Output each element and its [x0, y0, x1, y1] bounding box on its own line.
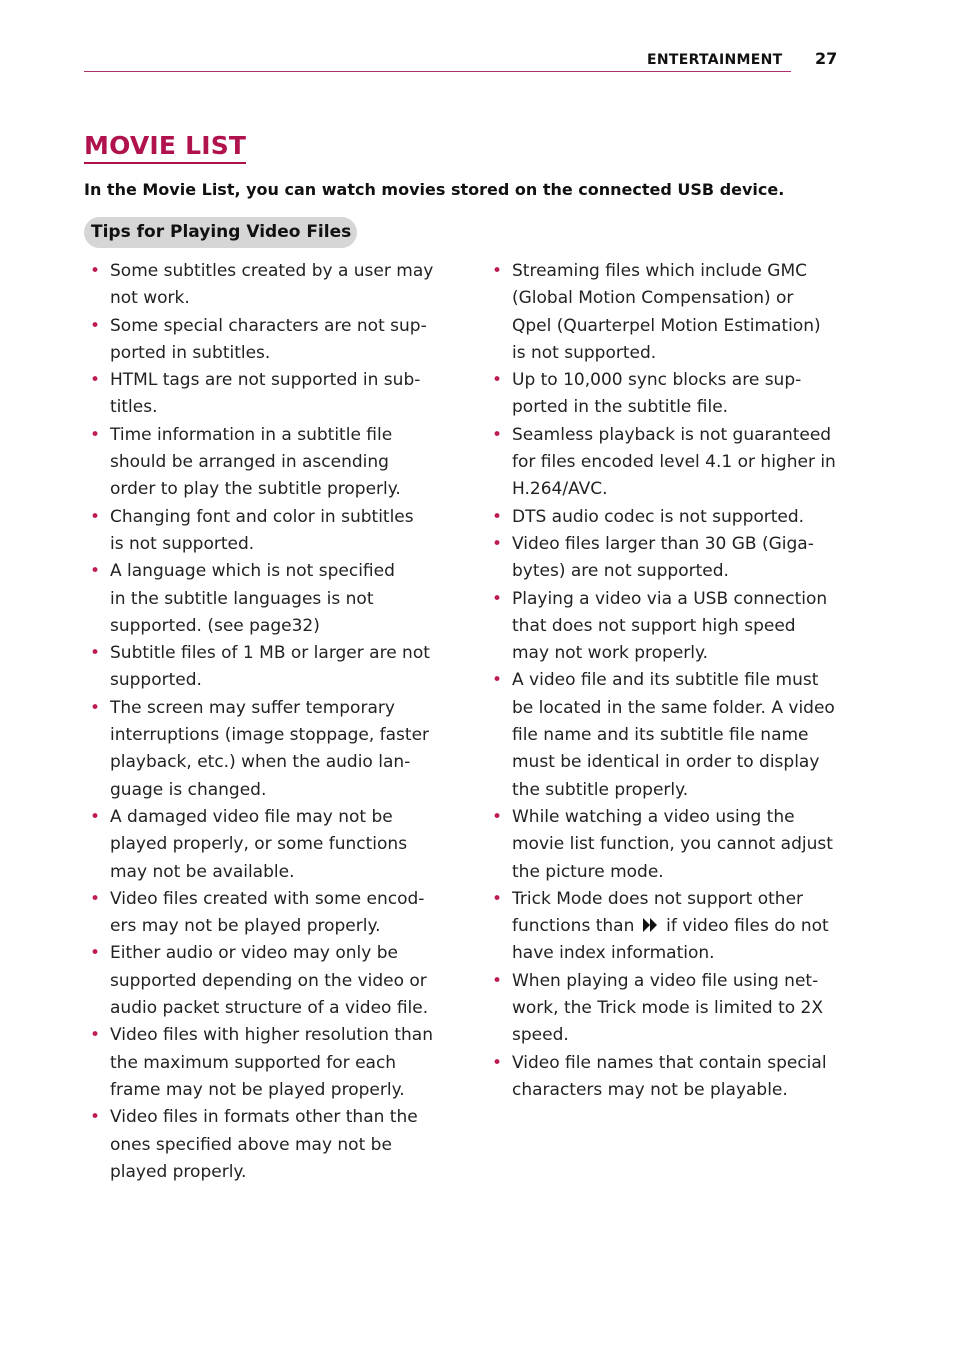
tip-line: for files encoded level 4.1 or higher in — [512, 452, 836, 473]
tip-item — [90, 886, 440, 941]
tip-line: A language which is not specified — [110, 561, 395, 582]
bullet-icon: • — [90, 261, 101, 281]
page-number: 27 — [815, 49, 838, 68]
bullet-icon: • — [90, 561, 101, 582]
tip-item — [492, 1050, 842, 1105]
tip-line: Video files in formats other than the — [110, 1107, 418, 1128]
tip-item — [492, 504, 842, 531]
header-section-label: ENTERTAINMENT — [647, 52, 783, 68]
tip-line: file name and its subtitle file name — [512, 725, 809, 746]
tip-line: Trick Mode does not support other — [512, 888, 804, 909]
tip-line: Qpel (Quarterpel Motion Estimation) — [512, 315, 821, 336]
tip-line: supported. — [110, 670, 202, 691]
tip-item — [492, 422, 842, 504]
tip-item — [90, 558, 440, 640]
tip-line: ones specified above may not be — [110, 1134, 392, 1155]
tip-line: should be arranged in ascending — [110, 452, 389, 473]
tip-line: characters may not be playable. — [512, 1079, 788, 1100]
header-divider — [84, 71, 791, 72]
bullet-icon: • — [492, 370, 503, 391]
tip-line: must be identical in order to display — [512, 752, 820, 773]
tip-line: not work. — [110, 288, 190, 309]
tip-item — [492, 258, 842, 367]
tip-line: order to play the subtitle properly. — [110, 479, 401, 500]
bullet-icon: • — [90, 697, 101, 718]
tip-line: the picture mode. — [512, 861, 664, 882]
tip-line: speed. — [512, 1025, 569, 1046]
tip-line: guage is changed. — [110, 779, 267, 800]
bullet-icon: • — [492, 1052, 503, 1073]
tip-line: Changing font and color in subtitles — [110, 506, 414, 527]
bullet-icon: • — [90, 370, 101, 391]
tip-line: played properly. — [110, 1161, 247, 1182]
tip-line: in the subtitle languages is not — [110, 588, 374, 609]
tip-line: Video files created with some encod- — [110, 888, 425, 909]
tip-line: DTS audio codec is not supported. — [512, 506, 805, 527]
tip-line: frame may not be played properly. — [110, 1079, 405, 1100]
tip-line: ers may not be played properly. — [110, 916, 381, 937]
tip-line: (Global Motion Compensation) or — [512, 288, 794, 309]
tip-line: playback, etc.) when the audio lan- — [110, 752, 411, 773]
tip-item — [90, 804, 440, 886]
tip-line: is not supported. — [110, 533, 255, 554]
tip-line: functions than if video files do not — [512, 916, 829, 937]
tip-line: may not be available. — [110, 861, 295, 882]
tip-line: A video file and its subtitle file must — [512, 670, 819, 691]
intro-text: In the Movie List, you can watch movies stored on the connected USB device. — [84, 180, 785, 199]
tip-line: Some subtitles created by a user may — [110, 261, 434, 281]
bullet-icon: • — [90, 1107, 101, 1128]
tip-line: Subtitle files of 1 MB or larger are not — [110, 643, 430, 664]
tips-list-right — [492, 258, 842, 1104]
tip-line: Seamless playback is not guaranteed — [512, 424, 832, 445]
tip-item — [90, 640, 440, 695]
tip-line: have index information. — [512, 943, 715, 964]
tip-item — [90, 422, 440, 504]
tip-item — [90, 940, 440, 1022]
tip-line: Video file names that contain special — [512, 1052, 827, 1073]
tip-line: interruptions (image stoppage, faster — [110, 725, 430, 746]
tips-heading: Tips for Playing Video Files — [84, 217, 357, 248]
tip-line: Up to 10,000 sync blocks are sup- — [512, 370, 802, 391]
bullet-icon: • — [90, 424, 101, 445]
tip-item — [90, 367, 440, 422]
bullet-icon: • — [492, 261, 503, 281]
tip-line: HTML tags are not supported in sub- — [110, 370, 421, 391]
tip-item — [492, 367, 842, 422]
bullet-icon: • — [492, 424, 503, 445]
tip-line: that does not support high speed — [512, 615, 796, 636]
tip-item — [90, 258, 440, 313]
tip-item — [90, 504, 440, 559]
tip-item — [492, 531, 842, 586]
tip-line: Streaming files which include GMC — [512, 261, 807, 281]
tip-line: ported in the subtitle file. — [512, 397, 729, 418]
tip-line: played properly, or some functions — [110, 834, 408, 855]
tip-line: be located in the same folder. A video — [512, 697, 835, 718]
tip-line: Playing a video via a USB connection — [512, 588, 828, 609]
fast-forward-icon — [642, 917, 659, 933]
bullet-icon: • — [90, 888, 101, 909]
tip-line: ported in subtitles. — [110, 342, 271, 363]
tip-line: Time information in a subtitle file — [110, 424, 393, 445]
tip-item — [492, 886, 842, 968]
tip-item — [492, 968, 842, 1050]
tip-item — [90, 695, 440, 804]
tip-line: titles. — [110, 397, 158, 418]
tip-line: The screen may suffer temporary — [110, 697, 395, 718]
tip-item — [492, 804, 842, 886]
tip-line: supported depending on the video or — [110, 970, 427, 991]
tip-line: supported. (see page32) — [110, 615, 320, 636]
bullet-icon: • — [492, 506, 503, 527]
bullet-icon: • — [90, 806, 101, 827]
tip-line: H.264/AVC. — [512, 479, 608, 500]
tip-item — [492, 586, 842, 668]
bullet-icon: • — [492, 670, 503, 691]
tip-line: the maximum supported for each — [110, 1052, 397, 1073]
tip-item — [90, 1104, 440, 1186]
bullet-icon: • — [90, 1025, 101, 1046]
tip-line: Either audio or video may only be — [110, 943, 398, 964]
tip-line: work, the Trick mode is limited to 2X — [512, 998, 824, 1019]
bullet-icon: • — [492, 533, 503, 554]
page-title: MOVIE LIST — [84, 130, 246, 164]
tip-line: Video files larger than 30 GB (Giga- — [512, 533, 814, 554]
tips-list-left — [90, 258, 440, 1186]
bullet-icon: • — [492, 888, 503, 909]
tip-line: When playing a video file using net- — [512, 970, 819, 991]
tip-line: movie list function, you cannot adjust — [512, 834, 833, 855]
tip-line: may not work properly. — [512, 643, 709, 664]
tip-line: is not supported. — [512, 342, 657, 363]
bullet-icon: • — [90, 506, 101, 527]
bullet-icon: • — [90, 943, 101, 964]
tip-item — [492, 667, 842, 803]
bullet-icon: • — [90, 643, 101, 664]
bullet-icon: • — [492, 970, 503, 991]
tip-item — [90, 1022, 440, 1104]
tip-item — [90, 313, 440, 368]
tip-line: Video files with higher resolution than — [110, 1025, 433, 1046]
bullet-icon: • — [492, 806, 503, 827]
tip-line: bytes) are not supported. — [512, 561, 729, 582]
tip-line: the subtitle properly. — [512, 779, 689, 800]
tip-line: audio packet structure of a video file. — [110, 998, 429, 1019]
tip-line: Some special characters are not sup- — [110, 315, 427, 336]
bullet-icon: • — [90, 315, 101, 336]
bullet-icon: • — [492, 588, 503, 609]
tip-line: A damaged video file may not be — [110, 806, 393, 827]
tip-line: While watching a video using the — [512, 806, 795, 827]
